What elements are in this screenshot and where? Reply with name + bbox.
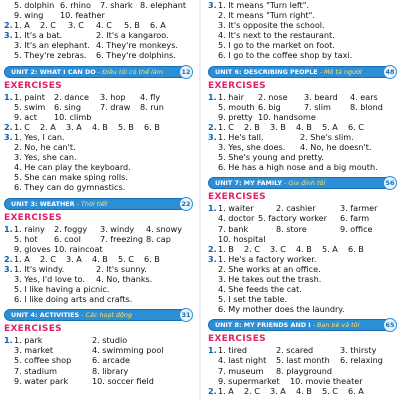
answer-item: 6. relaxing bbox=[340, 355, 383, 366]
answer-item: 10. raincoat bbox=[54, 243, 103, 254]
answer-item: 6. I like doing arts and crafts. bbox=[14, 294, 133, 305]
answer-item: 1. Yes, I can. bbox=[14, 131, 65, 142]
answer-line bbox=[0, 122, 196, 132]
answer-item: 3. A bbox=[66, 253, 82, 264]
answer-line bbox=[204, 132, 400, 142]
unit-title: UNIT 8: MY FRIENDS AND I bbox=[215, 321, 311, 330]
page-number-badge: 65 bbox=[383, 318, 397, 332]
exercise-number: 1. bbox=[208, 203, 217, 214]
unit-title: UNIT 2: WHAT I CAN DO bbox=[11, 67, 96, 76]
answer-item: 1. It means "Turn left". bbox=[218, 0, 310, 10]
answer-line bbox=[0, 376, 196, 386]
answer-item: 2. nose bbox=[258, 91, 288, 102]
unit-subtitle: Các hoạt động bbox=[85, 311, 132, 320]
exercise-number: 1. bbox=[208, 91, 217, 102]
answer-item: 2. She works at an office. bbox=[218, 263, 321, 274]
answer-line bbox=[0, 102, 196, 112]
answer-item: 3. It's opposite the school. bbox=[218, 20, 325, 31]
exercise-number: 3. bbox=[208, 0, 217, 10]
answer-item: 8. elephant bbox=[140, 0, 187, 10]
page-number-badge: 31 bbox=[179, 308, 193, 322]
answer-item: 2. scared bbox=[276, 345, 314, 356]
answer-item: 1. waiter bbox=[218, 203, 254, 214]
answer-item: 10. feather bbox=[60, 10, 105, 21]
answer-line bbox=[0, 294, 196, 304]
answer-item: 7. freezing bbox=[100, 233, 144, 244]
exercise-number: 2. bbox=[4, 121, 13, 132]
unit-separator: - bbox=[95, 67, 103, 76]
unit-header bbox=[208, 319, 396, 331]
answer-line bbox=[204, 40, 400, 50]
answer-item: 1. He's a factory worker. bbox=[218, 253, 317, 264]
unit-subtitle: Gia đình tôi bbox=[288, 179, 326, 188]
answer-item: 5. mouth bbox=[218, 101, 255, 112]
right-column bbox=[204, 0, 400, 400]
answer-item: 3. Yes, I'd love to. bbox=[14, 273, 85, 284]
answer-item: 5. B bbox=[124, 20, 140, 31]
answer-item: 4. C bbox=[96, 20, 112, 31]
answer-line bbox=[0, 234, 196, 244]
answer-item: 9. gloves bbox=[14, 243, 51, 254]
answer-item: 1. A bbox=[14, 253, 30, 264]
answer-line bbox=[0, 345, 196, 355]
answer-item: 1. He's tall. bbox=[218, 131, 264, 142]
exercise-number: 1. bbox=[4, 223, 13, 234]
answer-item: 9. supermarket bbox=[218, 375, 280, 386]
answer-line bbox=[204, 92, 400, 102]
page-number-badge: 22 bbox=[179, 197, 193, 211]
answer-item: 1. paint bbox=[14, 91, 45, 102]
exercises-heading: EXERCISES bbox=[208, 192, 266, 203]
answer-line bbox=[0, 264, 196, 274]
exercise-number: 3. bbox=[4, 30, 13, 41]
answer-line bbox=[0, 30, 196, 40]
answer-item: 2. It's sunny. bbox=[96, 263, 147, 274]
answer-line bbox=[0, 284, 196, 294]
answer-line bbox=[204, 224, 400, 234]
exercise-number: 1. bbox=[4, 335, 13, 346]
answer-item: 3. C bbox=[68, 20, 84, 31]
answer-item: 5. They're zebras. bbox=[14, 50, 87, 61]
answer-item: 2. C bbox=[40, 20, 56, 31]
answer-item: 6. A bbox=[348, 385, 364, 396]
answer-item: 5. hot bbox=[14, 233, 38, 244]
unit-title: UNIT 4: ACTIVITIES bbox=[11, 311, 80, 320]
answer-item: 6. big bbox=[258, 101, 281, 112]
answer-item: 5. A bbox=[322, 243, 338, 254]
answer-item: 8. run bbox=[140, 101, 164, 112]
exercises-heading: EXERCISES bbox=[4, 324, 62, 335]
answer-item: 5. I go to the market on foot. bbox=[218, 40, 335, 51]
answer-item: 1. C bbox=[218, 121, 234, 132]
answer-item: 3. market bbox=[14, 345, 54, 356]
answer-item: 6. sing bbox=[54, 101, 82, 112]
answer-item: 4. They're monkeys. bbox=[96, 40, 178, 51]
exercises-heading: EXERCISES bbox=[4, 80, 62, 91]
answer-item: 1. rainy bbox=[14, 223, 45, 234]
answer-line bbox=[0, 254, 196, 264]
answer-item: 4. snowy bbox=[146, 223, 183, 234]
answer-line bbox=[0, 142, 196, 152]
answer-item: 6. rhino bbox=[60, 0, 91, 10]
answer-item: 1. B bbox=[218, 243, 234, 254]
answer-item: 6. A bbox=[150, 20, 166, 31]
unit-header bbox=[4, 198, 192, 210]
answer-item: 10. movie theater bbox=[290, 375, 363, 386]
answer-item: 4. B bbox=[296, 385, 312, 396]
answer-item: 5. dolphin bbox=[14, 0, 55, 10]
answer-item: 3. B bbox=[270, 121, 286, 132]
answer-line bbox=[0, 162, 196, 172]
answer-item: 2. C bbox=[244, 243, 260, 254]
answer-item: 5. C bbox=[322, 385, 338, 396]
answer-line bbox=[204, 254, 400, 264]
answer-item: 7. slim bbox=[304, 101, 331, 112]
answer-item: 1. It's windy. bbox=[14, 263, 65, 274]
unit-title: UNIT 7: MY FAMILY bbox=[215, 179, 282, 188]
page-number-badge: 48 bbox=[383, 65, 397, 79]
answer-item: 6. B bbox=[144, 253, 160, 264]
exercise-number: 1. bbox=[4, 91, 13, 102]
answer-item: 3. windy bbox=[100, 223, 135, 234]
answer-item: 5. She can make sping rolls. bbox=[14, 172, 128, 183]
answer-item: 3. It's an elephant. bbox=[14, 40, 90, 51]
answer-item: 4. B bbox=[92, 121, 108, 132]
answer-line bbox=[204, 10, 400, 20]
answer-item: 6. My mother does the laundry. bbox=[218, 304, 345, 315]
unit-subtitle: Điều tôi có thể làm bbox=[102, 67, 163, 76]
answer-item: 4. B bbox=[296, 121, 312, 132]
answer-item: 9. wing bbox=[14, 10, 44, 21]
unit-separator: - bbox=[310, 321, 318, 330]
answer-line bbox=[204, 376, 400, 386]
answer-item: 8. blond bbox=[350, 101, 383, 112]
answer-item: 3. farmer bbox=[340, 203, 378, 214]
exercise-number: 2. bbox=[208, 385, 217, 396]
answer-line bbox=[0, 40, 196, 50]
answer-line bbox=[204, 142, 400, 152]
unit-separator: - bbox=[281, 179, 289, 188]
answer-line bbox=[204, 386, 400, 396]
answer-item: 4. B bbox=[92, 253, 108, 264]
answer-item: 4. swimming pool bbox=[92, 345, 164, 356]
answer-item: 4. doctor bbox=[218, 213, 255, 224]
exercise-number: 1. bbox=[208, 345, 217, 356]
answer-item: 4. She feeds the cat. bbox=[218, 284, 302, 295]
answer-item: 2. It's a kangaroo. bbox=[96, 30, 169, 41]
answer-item: 4. ears bbox=[350, 91, 378, 102]
answer-line bbox=[204, 274, 400, 284]
unit-separator: - bbox=[74, 199, 81, 208]
answer-item: 2. dance bbox=[54, 91, 89, 102]
answer-item: 5. A bbox=[322, 121, 338, 132]
answer-line bbox=[204, 30, 400, 40]
answer-line bbox=[204, 213, 400, 223]
answer-item: 4. No, thanks. bbox=[96, 273, 153, 284]
exercise-number: 2. bbox=[4, 253, 13, 264]
answer-item: 10. handsome bbox=[258, 111, 316, 122]
exercises-heading: EXERCISES bbox=[208, 80, 266, 91]
unit-subtitle: Thời tiết bbox=[80, 199, 108, 208]
answer-line bbox=[204, 112, 400, 122]
answer-item: 6. B bbox=[348, 243, 364, 254]
answer-item: 5. swim bbox=[14, 101, 46, 112]
unit-subtitle: Bạn bè và tôi bbox=[317, 321, 360, 330]
answer-line bbox=[0, 224, 196, 234]
answer-item: 3. beard bbox=[304, 91, 338, 102]
unit-header bbox=[4, 66, 192, 78]
answer-item: 9. act bbox=[14, 111, 37, 122]
answer-line bbox=[0, 10, 196, 20]
answer-item: 10. hospital bbox=[218, 233, 266, 244]
answer-line bbox=[204, 102, 400, 112]
answer-item: 5. C bbox=[118, 253, 134, 264]
answer-line bbox=[0, 132, 196, 142]
answer-item: 9. water park bbox=[14, 375, 69, 386]
answer-item: 1. A bbox=[14, 20, 30, 31]
answer-line bbox=[0, 274, 196, 284]
answer-item: 6. I go to the coffee shop by taxi. bbox=[218, 50, 353, 61]
answer-item: 4. fly bbox=[140, 91, 161, 102]
answer-line bbox=[204, 244, 400, 254]
answer-item: 1. hair bbox=[218, 91, 244, 102]
answer-item: 4. B bbox=[296, 243, 312, 254]
exercise-number: 3. bbox=[208, 253, 217, 264]
exercise-number: 2. bbox=[208, 243, 217, 254]
page-number-badge: 56 bbox=[383, 176, 397, 190]
exercise-number: 3. bbox=[208, 131, 217, 142]
answer-item: 5. B bbox=[118, 121, 134, 132]
answer-item: 4. He can play the keyboard. bbox=[14, 162, 131, 173]
answer-item: 5. factory worker bbox=[258, 213, 327, 224]
answer-item: 6. B bbox=[144, 121, 160, 132]
answer-line bbox=[0, 20, 196, 30]
answer-line bbox=[204, 152, 400, 162]
answer-item: 6. cool bbox=[54, 233, 81, 244]
unit-separator: - bbox=[79, 311, 86, 320]
answer-line bbox=[0, 112, 196, 122]
answer-item: 2. C bbox=[244, 385, 260, 396]
exercises-heading: EXERCISES bbox=[208, 334, 266, 345]
answer-item: 2. foggy bbox=[54, 223, 88, 234]
answer-item: 5. I like having a picnic. bbox=[14, 284, 110, 295]
answer-item: 2. cashier bbox=[276, 203, 316, 214]
answer-item: 1. A bbox=[218, 385, 234, 396]
answer-line bbox=[0, 92, 196, 102]
answer-item: 9. office bbox=[340, 223, 373, 234]
unit-header bbox=[4, 309, 192, 321]
answer-item: 2. It means "Turn right". bbox=[218, 10, 315, 21]
answer-item: 5. coffee shop bbox=[14, 355, 72, 366]
answer-line bbox=[204, 122, 400, 132]
answer-item: 3. A bbox=[270, 385, 286, 396]
answer-item: 2. B bbox=[244, 121, 260, 132]
answer-item: 3. Yes, she can. bbox=[14, 152, 77, 163]
answer-item: 4. last night bbox=[218, 355, 267, 366]
answer-line bbox=[204, 20, 400, 30]
exercise-number: 2. bbox=[208, 121, 217, 132]
answer-item: 10. climb bbox=[54, 111, 92, 122]
answer-item: 8. store bbox=[276, 223, 307, 234]
answer-item: 7. stadium bbox=[14, 365, 58, 376]
answer-line bbox=[204, 203, 400, 213]
answer-item: 4. It's next to the restaurant. bbox=[218, 30, 335, 41]
answer-item: 2. A bbox=[40, 121, 56, 132]
left-column bbox=[0, 0, 196, 400]
answer-line bbox=[204, 284, 400, 294]
answer-item: 7. shark bbox=[100, 0, 133, 10]
answer-item: 3. A bbox=[66, 121, 82, 132]
answer-line bbox=[0, 50, 196, 60]
exercises-heading: EXERCISES bbox=[4, 212, 62, 223]
answer-item: 3. Yes, she does. bbox=[218, 142, 286, 153]
answer-item: 6. C bbox=[348, 121, 364, 132]
answer-item: 5. She's young and pretty. bbox=[218, 152, 324, 163]
answer-line bbox=[204, 294, 400, 304]
answer-item: 5. last month bbox=[276, 355, 330, 366]
answer-line bbox=[204, 355, 400, 365]
answer-item: 2. She's slim. bbox=[300, 131, 354, 142]
answer-item: 8. cap bbox=[146, 233, 171, 244]
answer-line bbox=[204, 162, 400, 172]
answer-line bbox=[204, 264, 400, 274]
answer-line bbox=[0, 182, 196, 192]
answer-item: 10. soccer field bbox=[92, 375, 154, 386]
answer-item: 6. They're dolphins. bbox=[96, 50, 176, 61]
answer-item: 7. draw bbox=[100, 101, 131, 112]
answer-line bbox=[0, 244, 196, 254]
answer-item: 7. bank bbox=[218, 223, 249, 234]
answer-item: 2. No, he can't. bbox=[14, 142, 76, 153]
answer-item: 8. library bbox=[92, 365, 129, 376]
unit-title: UNIT 3: WEATHER bbox=[11, 199, 75, 208]
answer-item: 3. He takes out the trash. bbox=[218, 273, 322, 284]
answer-item: 5. I set the table. bbox=[218, 294, 288, 305]
answer-item: 1. C bbox=[14, 121, 30, 132]
answer-line bbox=[0, 335, 196, 345]
answer-line bbox=[204, 0, 400, 10]
answer-line bbox=[204, 234, 400, 244]
answer-line bbox=[204, 304, 400, 314]
answer-item: 1. tired bbox=[218, 345, 247, 356]
answer-item: 1. park bbox=[14, 335, 43, 346]
answer-item: 2. C bbox=[40, 253, 56, 264]
answer-item: 3. hop bbox=[100, 91, 126, 102]
unit-header bbox=[208, 177, 396, 189]
answer-item: 1. It's a bat. bbox=[14, 30, 63, 41]
answer-item: 8. playground bbox=[276, 365, 333, 376]
unit-title: UNIT 6: DESCRIBING PEOPLE bbox=[215, 67, 318, 76]
answer-item: 3. C bbox=[270, 243, 286, 254]
answer-line bbox=[0, 366, 196, 376]
answer-item: 6. farm bbox=[340, 213, 370, 224]
exercise-number: 3. bbox=[4, 131, 13, 142]
column-divider bbox=[199, 0, 201, 400]
answer-item: 6. He has a high nose and a big mouth. bbox=[218, 162, 378, 173]
answer-line bbox=[204, 366, 400, 376]
answer-item: 6. arcade bbox=[92, 355, 130, 366]
answer-item: 4. No, he doesn't. bbox=[300, 142, 372, 153]
answer-line bbox=[204, 50, 400, 60]
page-number-badge: 12 bbox=[179, 65, 193, 79]
answer-item: 9. pretty bbox=[218, 111, 253, 122]
answer-line bbox=[0, 355, 196, 365]
exercise-number: 2. bbox=[4, 20, 13, 31]
answer-line bbox=[204, 345, 400, 355]
answer-line bbox=[0, 0, 196, 10]
answer-item: 7. museum bbox=[218, 365, 264, 376]
answer-item: 2. studio bbox=[92, 335, 128, 346]
unit-header bbox=[208, 66, 396, 78]
answer-line bbox=[0, 152, 196, 162]
unit-subtitle: Mô tả người bbox=[324, 67, 362, 76]
answer-line bbox=[0, 172, 196, 182]
answer-item: 6. They can do gymnastics. bbox=[14, 182, 126, 193]
unit-separator: - bbox=[317, 67, 325, 76]
exercise-number: 3. bbox=[4, 263, 13, 274]
answer-item: 3. thirsty bbox=[340, 345, 377, 356]
